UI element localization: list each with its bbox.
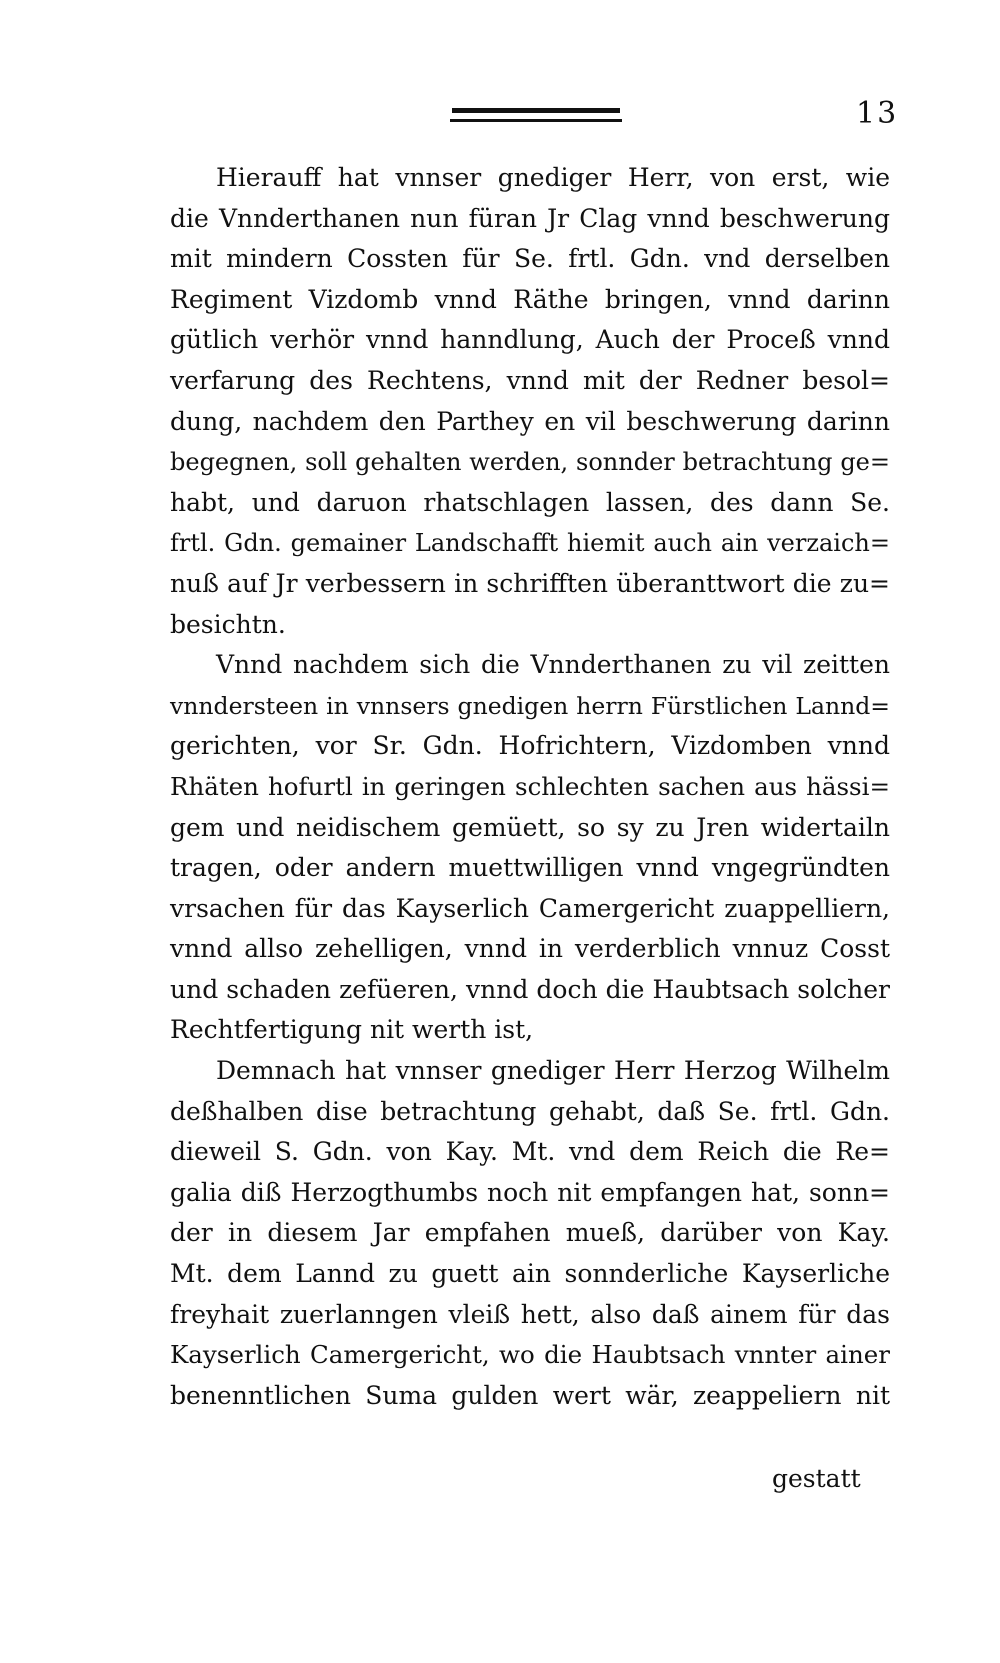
text-line: Vnnd nachdem sich die Vnnderthanen zu vil zeitten <box>216 650 890 680</box>
text-line: gerichten, vor Sr. Gdn. Hofrichtern, Vizdomben vnnd <box>170 731 890 761</box>
text-line: und schaden zefüeren, vnnd doch die Haubtsach solcher <box>170 974 890 1004</box>
text-line: gem und neidischem gemüett, so sy zu Jren widertailn <box>170 812 890 842</box>
text-line: freyhait zuerlanngen vleiß hett, also daß ainem für das <box>170 1299 890 1329</box>
text-line: Demnach hat vnnser gnediger Herr Herzog Wilhelm <box>216 1056 890 1086</box>
text-line: tragen, oder andern muettwilligen vnnd vngegründten <box>170 853 890 883</box>
text-line: die Vnnderthanen nun füran Jr Clag vnnd beschwerung <box>170 203 890 233</box>
text-body <box>170 158 890 1416</box>
text-line: vrsachen für das Kayserlich Camergericht zuappelliern, <box>170 893 890 923</box>
paragraph-2 <box>170 645 890 1051</box>
text-line: Hierauff hat vnnser gnediger Herr, von erst, wie <box>216 163 890 192</box>
page-number: 13 <box>856 96 899 131</box>
header-ornament-rule-thin <box>450 119 622 122</box>
text-line: verfarung des Rechtens, vnnd mit der Redner besol= <box>170 365 890 395</box>
paragraph-3 <box>170 1051 890 1416</box>
text-line: vnnd allso zehelligen, vnnd in verderblich vnnuz Cosst <box>170 934 890 964</box>
text-line: der in diesem Jar empfahen mueß, darüber von Kay. <box>170 1218 890 1248</box>
text-line: nuß auf Jr verbessern in schrifften überanttwort die zu= <box>170 568 890 598</box>
text-line: deßhalben dise betrachtung gehabt, daß Se. frtl. Gdn. <box>170 1096 890 1126</box>
text-line: Rechtfertigung nit werth ist, <box>170 1015 534 1045</box>
text-line: Mt. dem Lannd zu guett ain sonnderliche Kayserliche <box>170 1259 890 1289</box>
text-line: vnndersteen in vnnsers gnedigen herrn Fürstlichen Lannd= <box>170 691 890 720</box>
text-line: mit mindern Cossten für Se. frtl. Gdn. vnd derselben <box>170 244 890 274</box>
text-line: besichtn. <box>170 609 286 639</box>
text-line: galia diß Herzogthumbs noch nit empfangen hat, sonn= <box>170 1177 890 1207</box>
text-line: habt, und daruon rhatschlagen lassen, des dann Se. <box>170 487 890 517</box>
text-line: dieweil S. Gdn. von Kay. Mt. vnd dem Reich die Re= <box>170 1137 890 1167</box>
text-line: begegnen, soll gehalten werden, sonnder betrachtung ge= <box>170 448 890 477</box>
text-line: frtl. Gdn. gemainer Landschafft hiemit auch ain verzaich= <box>170 529 890 558</box>
header-ornament-rule <box>452 108 620 113</box>
text-line: Regiment Vizdomb vnnd Räthe bringen, vnnd darinn <box>170 284 890 314</box>
text-line: dung, nachdem den Parthey en vil beschwerung darinn <box>170 406 890 436</box>
text-line: gütlich verhör vnnd hanndlung, Auch der Proceß vnnd <box>170 325 890 355</box>
catchword: gestatt <box>772 1464 861 1493</box>
text-line: Kayserlich Camergericht, wo die Haubtsach vnnter ainer <box>170 1340 890 1370</box>
text-line: Rhäten hofurtl in geringen schlechten sachen aus hässi= <box>170 771 890 801</box>
paragraph-1 <box>170 158 890 645</box>
text-line: benenntlichen Suma gulden wert wär, zeappeliern nit <box>170 1380 890 1410</box>
